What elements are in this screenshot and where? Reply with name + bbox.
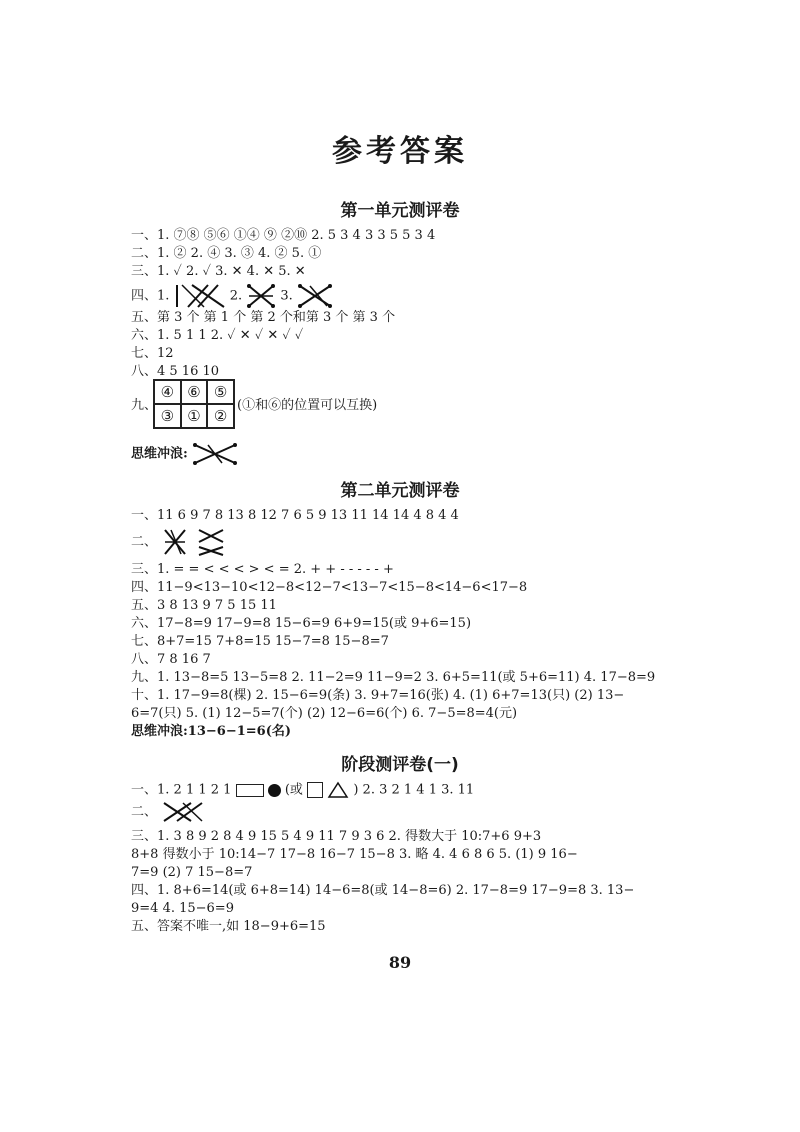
filled-circle-shape: [268, 784, 281, 797]
unit2-q7: 七、8+7=15 7+8=15 15−7=8 15−8=7: [131, 634, 389, 649]
stage1-q4b: 9=4 4. 15−6=9: [131, 901, 234, 916]
matching-lines-sketch-2: [246, 282, 276, 310]
grid-cell: ②: [207, 404, 234, 428]
unit2-q10a: 十、1. 17−9=8(棵) 2. 15−6=9(条) 3. 9+7=16(张) 4. (1) 6+7=13(只) (2) 13−: [131, 688, 625, 703]
stage1-q3b: 8+8 得数小于 10:14−7 17−8 16−7 15−8 3. 略 4. 4 6 8 6 5. (1) 9 16−: [131, 847, 578, 862]
stage1-q1-post: ) 2. 3 2 1 4 1 3. 11: [353, 782, 475, 798]
unit1-q2: 二、1. ② 2. ④ 3. ③ 4. ② 5. ①: [131, 246, 322, 261]
unit1-q5: 五、第 3 个 第 1 个 第 2 个和第 3 个 第 3 个: [131, 310, 396, 325]
grid-cell: ⑤: [207, 380, 234, 404]
think-sketch: [192, 442, 238, 466]
unit1-q9-label: 九、: [131, 398, 158, 413]
unit1-q1: 一、1. ⑦⑧ ⑤⑥ ①④ ⑨ ②⑩ 2. 5 3 4 3 3 5 5 3 4: [131, 228, 436, 243]
page-title: 参考答案: [332, 134, 468, 169]
unit2-q4: 四、11−9<13−10<12−8<12−7<13−7<15−8<14−6<17−8: [131, 580, 528, 595]
square-shape: [307, 782, 323, 798]
matching-lines-sketch-3: [297, 282, 333, 310]
unit1-q4-part3: 3.: [280, 288, 293, 304]
matching-lines-sketch-1: [174, 282, 226, 310]
stage1-q3a: 三、1. 3 8 9 2 8 4 9 15 5 4 9 11 7 9 3 6 2. 得数大于 10:7+6 9+3: [131, 829, 542, 844]
unit1-q8: 八、4 5 16 10: [131, 364, 220, 379]
think-label: 思维冲浪:: [131, 446, 188, 462]
unit1-heading: 第一单元测评卷: [340, 201, 460, 221]
unit1-q4: [131, 282, 333, 310]
unit1-think: [131, 442, 238, 466]
grid-cell: ①: [181, 404, 208, 428]
unit1-q4-label: 四、1.: [131, 288, 170, 304]
stage1-q2: [131, 800, 205, 824]
unit2-q6: 六、17−8=9 17−9=8 15−6=9 6+9=15(或 9+6=15): [131, 616, 472, 631]
grid-cell: ④: [154, 380, 181, 404]
unit2-q10b: 6=7(只) 5. (1) 12−5=7(个) (2) 12−6=6(个) 6. 7−5=8=4(元): [131, 706, 518, 721]
stage1-q5: 五、答案不唯一,如 18−9+6=15: [131, 919, 326, 934]
stage1-q2-label: 二、: [131, 804, 158, 820]
unit2-think: 思维冲浪:13−6−1=6(名): [131, 724, 292, 739]
number-grid: [153, 379, 235, 429]
stage1-q1-pre: 一、1. 2 1 1 2 1: [131, 782, 232, 798]
unit2-q2: [131, 527, 227, 557]
unit1-q7: 七、12: [131, 346, 174, 361]
stage1-q4a: 四、1. 8+6=14(或 6+8=14) 14−6=8(或 14−8=6) 2. 17−8=9 17−9=8 3. 13−: [131, 883, 635, 898]
unit2-q1: 一、11 6 9 7 8 13 8 12 7 6 5 9 13 11 14 14 4 8 4 4: [131, 508, 459, 523]
unit2-q2-label: 二、: [131, 534, 158, 550]
unit1-q6: 六、1. 5 1 1 2. ✓ ✕ ✓ ✕ ✓ ✓: [131, 328, 304, 343]
unit1-q4-part2: 2.: [229, 288, 243, 304]
unit1-q3: 三、1. ✓ 2. ✓ 3. ✕ 4. ✕ 5. ✕: [131, 264, 306, 279]
unit2-heading: 第二单元测评卷: [340, 481, 460, 501]
grid-cell: ③: [154, 404, 181, 428]
triangle-shape: [327, 781, 349, 799]
unit2-q8: 八、7 8 16 7: [131, 652, 211, 667]
unit2-q5: 五、3 8 13 9 7 5 15 11: [131, 598, 277, 613]
unit1-q9-note: (①和⑥的位置可以互换): [237, 398, 378, 413]
unit2-q9: 九、1. 13−8=5 13−5=8 2. 11−2=9 11−9=2 3. 6+5=11(或 5+6=11) 4. 17−8=9: [131, 670, 656, 685]
matching-lines-sketch-4: [161, 527, 227, 557]
unit2-q3: 三、1. = = < < < > < = 2. + + - - - - - +: [131, 562, 394, 577]
grid-cell: ⑥: [181, 380, 208, 404]
rectangle-shape: [236, 784, 264, 797]
stage1-q1-mid: (或: [284, 782, 303, 798]
page-number: 89: [388, 953, 412, 972]
stage1-heading: 阶段测评卷(一): [341, 755, 459, 775]
stage1-q1: [131, 781, 474, 800]
matching-lines-sketch-5: [161, 800, 205, 824]
stage1-q3c: 7=9 (2) 7 15−8=7: [131, 865, 253, 880]
